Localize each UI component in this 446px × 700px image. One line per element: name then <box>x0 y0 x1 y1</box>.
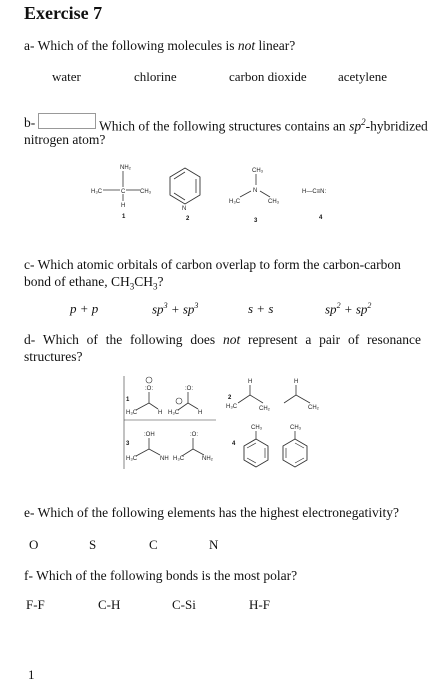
atom-d-o-3: :O: <box>190 432 199 438</box>
question-b-line1 <box>99 114 428 135</box>
question-b-sp-sup: 2 <box>361 117 366 127</box>
atom-d-h3c-2: H₃C <box>226 404 238 410</box>
structure-d-number-4: 4 <box>232 441 236 447</box>
atom-nh2: NH₂ <box>120 165 131 171</box>
option-c-4-sup: 2 <box>336 301 341 310</box>
atom-h3c-3: H₃C <box>229 199 241 205</box>
structures-b-figure <box>90 160 390 225</box>
question-c-line2 <box>24 273 164 296</box>
question-c-sub2: 3 <box>153 281 158 292</box>
option-c-2-base: sp <box>152 301 164 317</box>
atom-d-ch2: CH₂ <box>259 406 270 412</box>
question-c-line1: c- Which atomic orbitals of carbon overlap to form the carbon-carbon <box>24 257 401 272</box>
question-a-stem: a- Which of the following molecules is <box>24 38 238 53</box>
atom-nitrile: H—C≡N: <box>302 189 327 195</box>
option-f-3[interactable]: C-Si <box>172 597 196 612</box>
option-c-4-sup2: 2 <box>367 301 372 310</box>
question-d-line2: structures? <box>24 349 83 364</box>
option-a-1[interactable]: water <box>52 69 81 84</box>
question-b-text: Which of the following structures contains an <box>99 118 350 134</box>
structure-d-number-2: 2 <box>228 395 232 401</box>
atom-d-oh: :OH <box>144 432 155 438</box>
atom-d-ch3-1: CH₃ <box>251 425 263 431</box>
option-f-2[interactable]: C-H <box>98 597 121 612</box>
question-b-text-end: -hybridized <box>365 118 428 134</box>
option-c-2-sup: 3 <box>163 301 168 310</box>
option-a-3[interactable]: carbon dioxide <box>229 69 307 84</box>
atom-ch3-top: CH₃ <box>252 168 264 174</box>
option-e-2[interactable]: S <box>89 537 97 552</box>
question-e: e- Which of the following elements has the highest electronegativity? <box>24 505 400 520</box>
question-c-mid: CH <box>134 274 153 289</box>
structure-b-number-2: 2 <box>186 216 190 222</box>
atom-ch3: CH₃ <box>140 189 152 195</box>
structure-b-number-1: 1 <box>122 214 126 220</box>
atom-d-o-2: :O: <box>185 386 194 392</box>
atom-d-h-3: H <box>248 379 253 385</box>
question-a <box>24 37 295 54</box>
option-e-3[interactable]: C <box>149 537 158 552</box>
page-number: 1 <box>28 667 35 682</box>
question-b-sp: sp <box>349 118 362 134</box>
question-c-text: bond of ethane, CH <box>24 274 130 289</box>
option-c-2[interactable] <box>152 301 198 317</box>
atom-d-nh2: NH₂ <box>202 456 213 462</box>
atom-d-ch3-2: CH₃ <box>290 425 302 431</box>
atom-d-o-1: :O: <box>145 386 154 392</box>
option-f-4[interactable]: H-F <box>249 597 270 612</box>
structure-b-number-4: 4 <box>319 215 323 221</box>
atom-pyridine-n: N <box>182 206 187 212</box>
exercise-title: Exercise 7 <box>24 3 103 23</box>
atom-h3c: H₃C <box>91 189 103 195</box>
atom-d-nh: NH <box>160 456 169 462</box>
atom-c: C <box>121 189 126 195</box>
option-c-4-plus: + sp <box>340 301 368 317</box>
atom-n3: N <box>253 188 258 194</box>
question-d-line1 <box>24 331 421 348</box>
atom-ch3-3: CH₃ <box>268 199 280 205</box>
question-a-tail: linear? <box>255 38 296 53</box>
option-c-2-plus: + sp <box>167 301 195 317</box>
atom-d-h-1: H <box>158 410 163 416</box>
option-c-3[interactable]: s + s <box>248 301 274 316</box>
atom-d-h-2: H <box>198 410 203 416</box>
question-d-emphasis: not <box>222 332 241 347</box>
structure-b-number-3: 3 <box>254 218 258 224</box>
question-f: f- Which of the following bonds is the most polar? <box>24 568 298 583</box>
option-a-4[interactable]: acetylene <box>338 69 388 84</box>
question-b-label: b- <box>24 115 36 130</box>
atom-d-h3c-3: H₃C <box>126 456 138 462</box>
option-c-4[interactable] <box>325 301 371 317</box>
question-b-line2: nitrogen atom? <box>24 132 106 147</box>
question-c-end: ? <box>157 274 164 289</box>
question-a-emphasis: not <box>237 38 256 53</box>
option-e-1[interactable]: O <box>29 537 39 552</box>
option-f-1[interactable]: F-F <box>26 597 45 612</box>
atom-d-h-4: H <box>294 379 299 385</box>
atom-d-ch2-2: CH₂ <box>308 405 319 411</box>
option-a-2[interactable]: chlorine <box>134 69 177 84</box>
question-c-sub1: 3 <box>129 281 135 292</box>
structure-d-number-3: 3 <box>126 441 130 447</box>
answer-box-b[interactable] <box>38 113 96 129</box>
option-c-4-base: sp <box>325 301 337 317</box>
question-d-text-a: d- Which of the following does <box>24 332 223 347</box>
structure-d-number-1: 1 <box>126 397 130 403</box>
option-c-1[interactable]: p + p <box>70 301 99 316</box>
atom-d-h3c-4: H₃C <box>173 456 185 462</box>
structures-d-figure <box>118 373 328 473</box>
atom-h: H <box>121 203 126 209</box>
atom-d-h3c-1: H₃C <box>126 410 138 416</box>
option-c-2-sup2: 3 <box>194 301 199 310</box>
atom-d-h2c: H₃C <box>168 410 180 416</box>
question-d-text-b: represent a pair of resonance <box>240 332 422 347</box>
option-e-4[interactable]: N <box>209 537 219 552</box>
